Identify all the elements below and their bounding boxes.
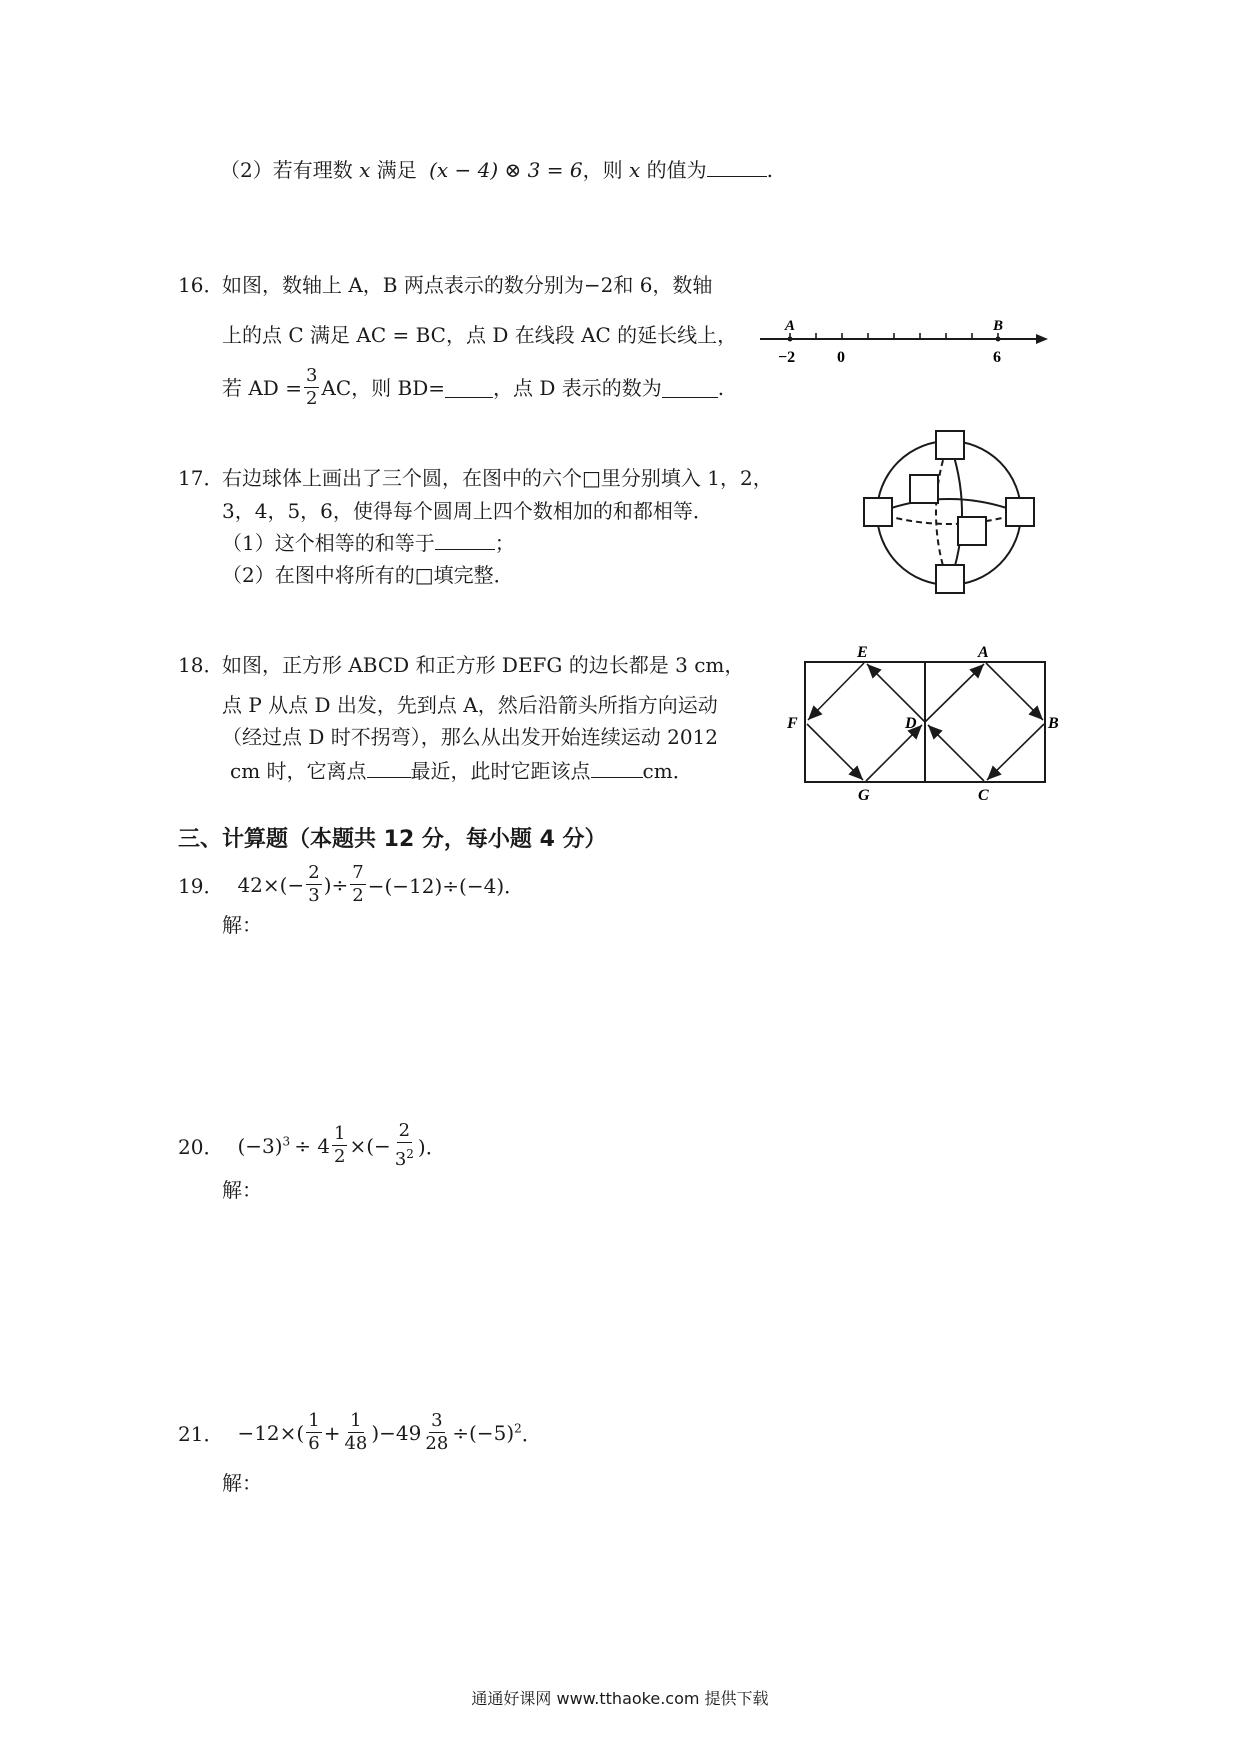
arrow-c-to-d [928, 725, 984, 781]
q21-solve: 解： [222, 1471, 262, 1495]
q21-frac-2 [342, 1410, 369, 1455]
q20-f2-den [393, 1143, 416, 1171]
q20-solve: 解： [222, 1178, 262, 1202]
q21-divide: ÷(−5) [452, 1420, 515, 1445]
q20-f2-den-exp: 2 [406, 1147, 414, 1161]
box-upper-left[interactable] [910, 475, 938, 503]
answer-blank-bd[interactable] [445, 377, 493, 398]
q15-text-mid: 满足 [376, 158, 417, 182]
q21-part-a: −12×( [237, 1420, 305, 1445]
answer-blank-point[interactable] [367, 757, 411, 778]
arrow-d-to-a [925, 664, 984, 722]
q19-frac-2 [350, 862, 365, 907]
number-line-figure [755, 315, 1055, 370]
q20-part-b: ÷ 4 [294, 1133, 331, 1158]
sphere-meridian-front [949, 441, 962, 585]
q15-expression: (x − 4) ⊗ 3 = 6 [429, 158, 583, 182]
box-right[interactable] [1006, 498, 1034, 526]
q19-frac-1 [306, 862, 321, 907]
q16-number: 16． [178, 273, 224, 297]
sphere-figure [860, 425, 1040, 600]
q21-f3-den: 28 [425, 1433, 449, 1454]
q17-line2: 3，4，5，6，使得每个圆周上四个数相加的和都相等． [222, 499, 713, 523]
arrow-g-to-d [866, 725, 922, 781]
q16-line2: 上的点 C 满足 AC = BC，点 D 在线段 AC 的延长线上， [222, 323, 738, 347]
q21-f2-num: 1 [350, 1410, 362, 1431]
sphere-meridian-back [936, 441, 949, 585]
q21-frac-1 [306, 1410, 321, 1455]
arrow-f-to-g [807, 724, 863, 780]
arrow-d-to-e [867, 664, 925, 722]
q21-expression [178, 1410, 542, 1455]
q21-f2-den: 48 [344, 1433, 368, 1454]
q20-number: 20． [178, 1135, 224, 1159]
q21-part-b: )−49 [371, 1420, 422, 1445]
answer-blank-d[interactable] [662, 377, 718, 398]
q16-frac-den: 2 [305, 388, 318, 409]
q18-line4-a: cm 时，它离点 [230, 759, 367, 783]
q20-f1-den: 2 [334, 1146, 346, 1167]
label-c: C [978, 787, 989, 804]
label-e: E [857, 644, 868, 661]
sphere-circle-back [877, 513, 1021, 524]
q15-var-x: x [359, 158, 371, 182]
q16-text-ad: 若 AD = [222, 375, 302, 400]
label-a: A [978, 644, 989, 661]
q15-text-end: 的值为 [646, 158, 707, 182]
box-lower-right[interactable] [958, 517, 986, 545]
q19-f1-num: 2 [308, 862, 320, 883]
arrow-b-to-c [987, 724, 1044, 780]
q20-f2-den-base: 3 [394, 1149, 407, 1170]
box-top[interactable] [936, 431, 964, 459]
q18-line3: （经过点 D 时不拐弯），那么从出发开始连续运动 2012 [222, 725, 719, 749]
q19-number: 19． [178, 874, 224, 898]
section-title: 三、计算题（本题共 12 分，每小题 4 分） [178, 827, 607, 852]
q16-text-ac: AC，则 BD= [321, 375, 445, 400]
answer-blank[interactable] [707, 156, 767, 177]
box-bottom[interactable] [936, 565, 964, 593]
point-a-dot [788, 337, 793, 342]
tick-label-neg2: −2 [778, 349, 796, 366]
q20-part-c: ×(− [349, 1133, 391, 1158]
answer-blank-distance[interactable] [591, 757, 643, 778]
q16-line3 [222, 365, 724, 410]
q20-part-d: )． [417, 1135, 446, 1159]
q17-part1 [222, 528, 515, 558]
q15-text-after: ，则 [582, 158, 623, 182]
q21-number: 21． [178, 1422, 224, 1446]
footer-credit: 通通好课网 www.tthaoke.com 提供下载 [471, 1689, 769, 1708]
arrow-a-to-b [986, 663, 1043, 720]
q21-f3-num: 3 [431, 1410, 443, 1431]
q21-f1-num: 1 [308, 1410, 320, 1431]
q15-text-prefix: （2）若有理数 [220, 158, 353, 182]
arrow-e-to-f [808, 663, 864, 720]
q18-number: 18． [178, 653, 224, 677]
sphere-circle-front [877, 499, 1021, 513]
q20-base: (−3) [237, 1133, 283, 1158]
q19-f1-den: 3 [308, 885, 320, 906]
squares-figure [780, 640, 1070, 805]
point-b-dot [996, 337, 1001, 342]
q21-plus: + [323, 1420, 341, 1445]
label-g: G [858, 787, 870, 804]
q19-part-b: )÷ [323, 872, 349, 897]
q18-line4-b: 最近，此时它距该点 [410, 759, 591, 783]
q21-f1-den: 6 [308, 1433, 320, 1454]
q16-line1: 如图，数轴上 A，B 两点表示的数分别为−2和 6，数轴 [222, 273, 713, 297]
q20-part-a [237, 1134, 290, 1158]
q18-line4 [230, 756, 693, 786]
q15-part2 [220, 155, 773, 185]
q17-number: 17． [178, 466, 224, 490]
q19-f2-num: 7 [352, 862, 364, 883]
point-b-label: B [993, 318, 1004, 334]
q20-expression [178, 1120, 446, 1171]
q20-f2-num: 2 [398, 1120, 411, 1141]
q21-exponent: 2 [514, 1420, 522, 1435]
q18-line2: 点 P 从点 D 出发，先到点 A，然后沿箭头所指方向运动 [222, 693, 718, 717]
q18-line1: 如图，正方形 ABCD 和正方形 DEFG 的边长都是 3 cm， [222, 653, 745, 677]
sphere-outline [877, 441, 1021, 585]
q15-var-x-2: x [628, 158, 641, 182]
label-d: D [905, 715, 917, 732]
q17-line1: 右边球体上画出了三个圆，在图中的六个□里分别填入 1，2， [222, 466, 773, 490]
q21-frac-3 [423, 1410, 450, 1455]
answer-blank-sum[interactable] [435, 529, 495, 550]
q20-frac-1 [332, 1123, 347, 1168]
label-b: B [1048, 715, 1059, 732]
box-left[interactable] [864, 498, 892, 526]
q19-part-c: −(−12)÷(−4)． [367, 874, 525, 898]
q17-part2: （2）在图中将所有的□填完整． [222, 563, 514, 587]
q20-frac-2 [393, 1120, 416, 1171]
q21-part-c [452, 1421, 522, 1445]
q20-exponent: 3 [282, 1133, 291, 1148]
q19-solve: 解： [222, 913, 262, 937]
q17-part1-text: （1）这个相等的和等于 [222, 531, 435, 555]
q16-period: . [717, 375, 725, 400]
q16-frac-num: 3 [305, 365, 318, 386]
q19-part-a: 42×(− [237, 872, 305, 897]
label-f: F [787, 715, 798, 732]
q21-part-d: ． [521, 1422, 542, 1446]
fill-in-boxes [864, 431, 1034, 593]
q19-f2-den: 2 [352, 885, 364, 906]
q16-text-mid: ，点 D 表示的数为 [493, 375, 662, 400]
q17-part1-end: ； [494, 531, 515, 555]
point-a-label: A [785, 318, 796, 334]
q15-period: . [766, 158, 773, 182]
axis-arrow [1036, 334, 1048, 344]
q19-expression [178, 862, 524, 907]
q18-line4-c: cm． [642, 759, 693, 783]
q16-fraction [304, 365, 319, 410]
tick-label-6: 6 [993, 349, 1001, 366]
tick-label-0: 0 [837, 349, 845, 366]
q20-f1-num: 1 [334, 1123, 346, 1144]
